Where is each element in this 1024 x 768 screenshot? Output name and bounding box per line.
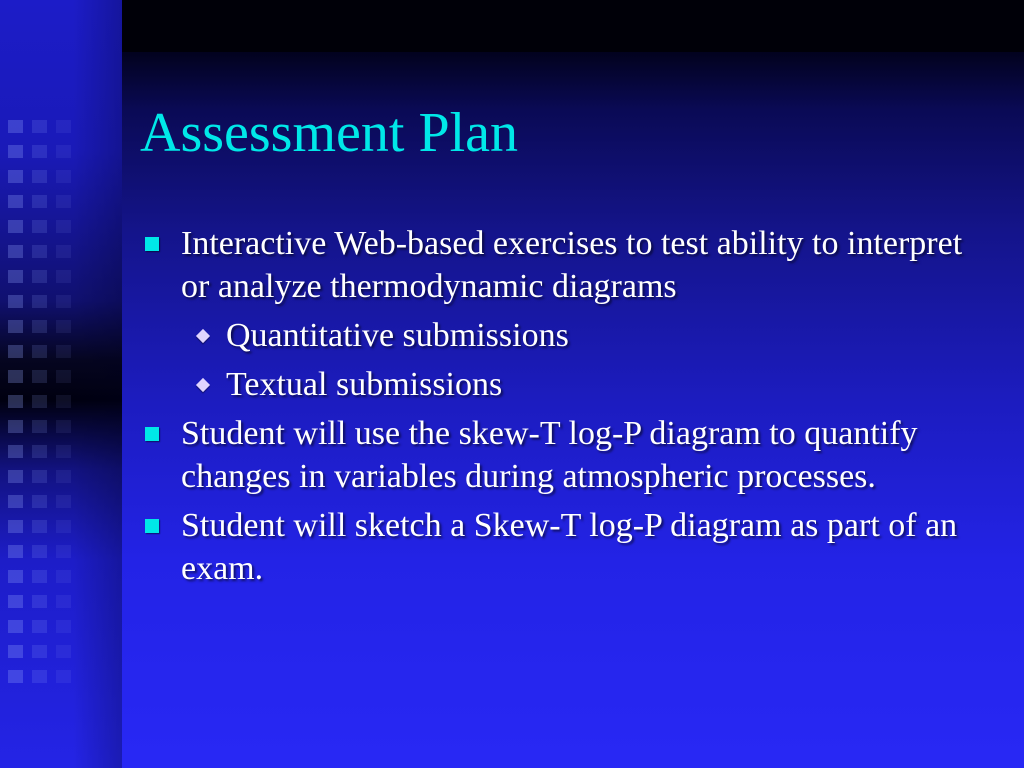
bullet-text: Student will use the skew-T log-P diagram to quantify changes in variables during atmospheric processes. [181,415,918,495]
sub-bullet-item [140,363,980,406]
square-bullet-icon [145,519,159,533]
bullet-item [140,504,980,590]
sub-bullet-text: Textual submissions [226,366,503,403]
sub-bullet-text: Quantitative submissions [226,317,569,354]
bullet-text: Interactive Web-based exercises to test ability to interpret or analyze thermodynamic diagrams [181,225,963,305]
square-bullet-icon [145,237,159,251]
bullet-text: Student will sketch a Skew-T log-P diagram as part of an exam. [181,507,958,587]
bullet-item [140,222,980,308]
left-decorative-strip [0,0,122,768]
diamond-bullet-icon [196,378,210,392]
square-bullet-icon [145,427,159,441]
decorative-squares-column [8,120,26,695]
decorative-squares-column [56,120,74,695]
bullet-list [140,222,980,596]
decorative-squares-column [32,120,50,695]
top-band [122,0,1024,52]
diamond-bullet-icon [196,329,210,343]
slide-title: Assessment Plan [140,102,518,164]
sub-bullet-item [140,314,980,357]
bullet-item [140,412,980,498]
